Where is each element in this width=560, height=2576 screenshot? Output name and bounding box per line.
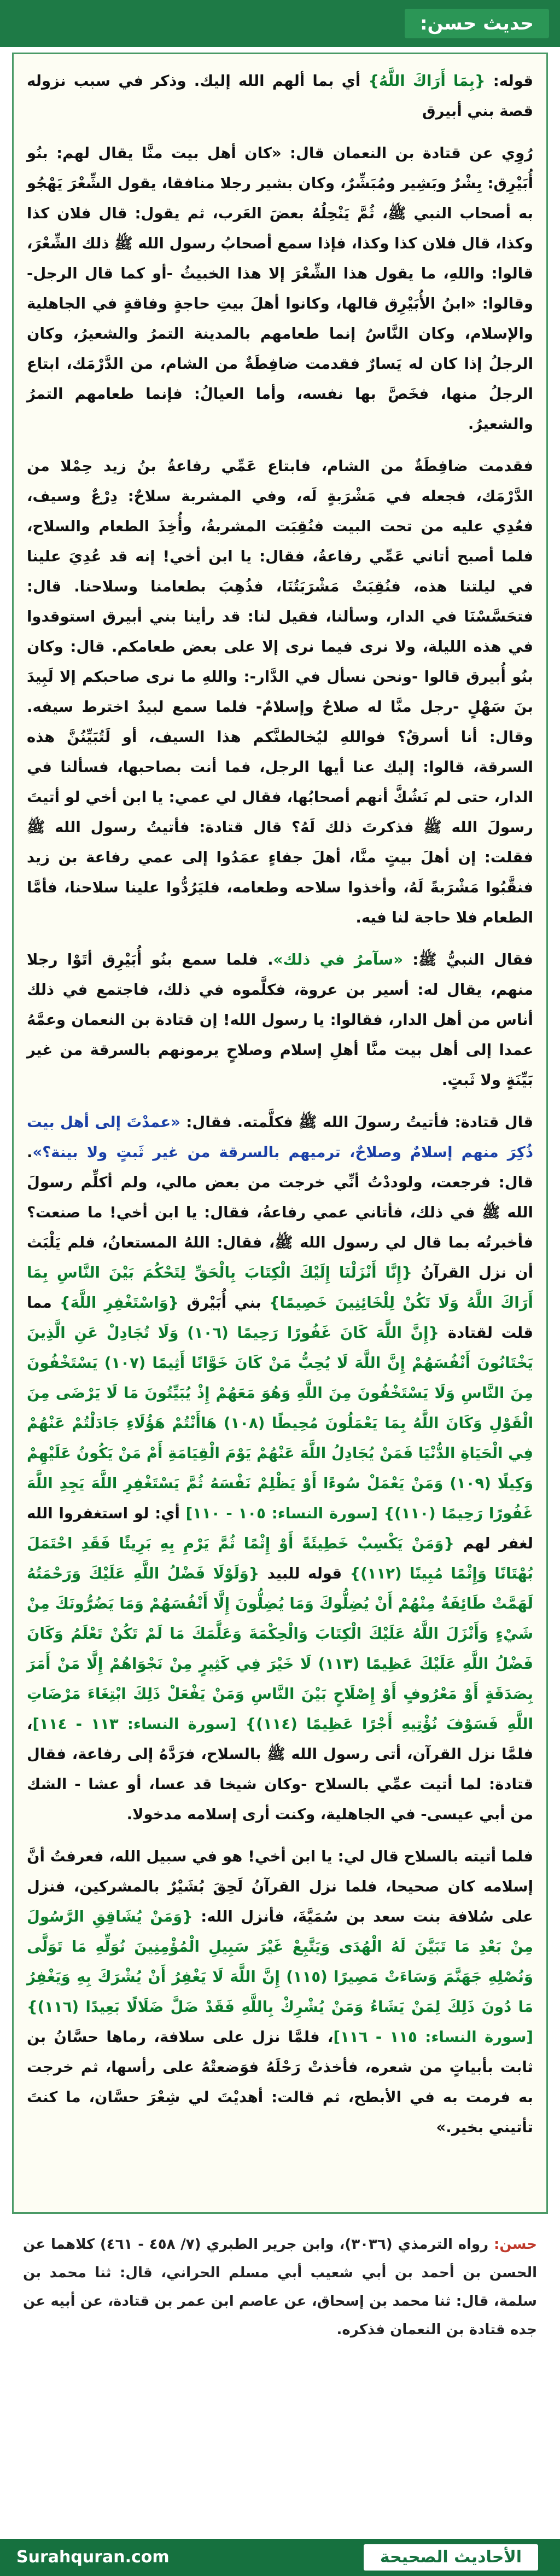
prophet-quote: «سآمرُ في ذلك»: [273, 951, 404, 968]
quran-verse: {وَمَنْ يُشَاقِقِ الرَّسُولَ مِنْ بَعْدِ مَا تَبَيَّنَ لَهُ الْهُدَى وَيَتَّبِعْ غَيْرَ سَبِيلِ الْمُؤْمِنِينَ نُوَلِّهِ مَا تَوَلَّى وَنُصْلِهِ جَهَنَّمَ وَسَاءَتْ مَصِيرًا (١١٥) إِنَّ اللَّهَ لَا يَغْفِرُ أَنْ يُشْرَكَ بِهِ وَيَغْفِرُ مَا دُونَ ذَلِكَ لِمَنْ يَشَاءُ وَمَنْ يُشْرِكْ بِاللَّهِ فَقَدْ ضَلَّ ضَلَالًا بَعِيدًا (١١٦)}: [27, 1908, 533, 2016]
narration-paragraph: [27, 945, 533, 1095]
quran-verse: {إِنَّا أَنْزَلْنَا إِلَيْكَ الْكِتَابَ بِالْحَقِّ لِتَحْكُمَ بَيْنَ النَّاسِ بِمَا أَرَاكَ اللَّهُ وَلَا تَكُنْ لِلْخَائِنِينَ خَصِيمًا}: [27, 1264, 533, 1312]
quran-verse: {بِمَا أَرَاكَ اللَّهُ}: [368, 72, 486, 90]
quran-verse: {وَمَنْ يَكْسِبْ خَطِيئَةً أَوْ إِثْمًا ثُمَّ يَرْمِ بِهِ بَرِيئًا فَقَدِ احْتَمَلَ بُهْتَانًا وَإِثْمًا مُبِينًا (١١٢)}: [27, 1535, 533, 1582]
text-span: فلما أتيته بالسلاح قال لي: يا ابن أخي! هو في سبيل الله، فعرفتُ أنَّ إسلامه كان صحيحا، فلما نزل القرآنُ لَحِقَ بُشَيْرٌ بالمشركين، فنزل على سُلافة بنت سعد بن سُمَيَّةَ، فأنزل الله:: [27, 1848, 534, 1925]
text-span: قوله:: [485, 72, 533, 90]
quran-verse: {وَلَوْلَا فَضْلُ اللَّهِ عَلَيْكَ وَرَحْمَتُهُ لَهَمَّتْ طَائِفَةٌ مِنْهُمْ أَنْ يُضِلُّوكَ وَمَا يُضِلُّونَ إِلَّا أَنْفُسَهُمْ وَمَا يَضُرُّونَكَ مِنْ شَيْءٍ وَأَنْزَلَ اللَّهُ عَلَيْكَ الْكِتَابَ وَالْحِكْمَةَ وَعَلَّمَكَ مَا لَمْ تَكُنْ تَعْلَمُ وَكَانَ فَضْلُ اللَّهِ عَلَيْكَ عَظِيمًا (١١٣) لَا خَيْرَ فِي كَثِيرٍ مِنْ نَجْوَاهُمْ إِلَّا مَنْ أَمَرَ بِصَدَقَةٍ أَوْ مَعْرُوفٍ أَوْ إِصْلَاحٍ بَيْنَ النَّاسِ وَمَنْ يَفْعَلْ ذَلِكَ ابْتِغَاءَ مَرْضَاتِ اللَّهِ فَسَوْفَ نُؤْتِيهِ أَجْرًا عَظِيمًا (١١٤)}: [27, 1565, 534, 1733]
source-citation: رواه الترمذي (٣٠٣٦)، وابن جرير الطبري (٧/ ٤٥٨ - ٤٦١) كلاهما عن الحسن بن أحمد بن أبي شعيب أبي مسلم الحراني، قال: ثنا محمد بن سلمة، قال: ثنا محمد بن إسحاق، عن عاصم ابن عمر بن قتادة، عن أبيه عن جده قتادة بن النعمان فذكره.: [23, 2236, 537, 2338]
site-link[interactable]: Surahquran.com: [16, 2548, 170, 2567]
section-badge: حديث حسن:: [405, 9, 549, 38]
text-span: ، فلمَّا نزل القرآن، أتى رسول الله ﷺ بالسلاح، فرَدَّهُ إلى رفاعة، فقال قتادة: لما أتيت عمِّي بالسلاح -وكان شيخا قد عسا، أو عشا - الشك من أبي عيسى- في الجاهلية، وكنت أرى إسلامه مدخولا.: [27, 1715, 533, 1823]
footer-bar: [0, 2539, 560, 2576]
intro-paragraph: [27, 66, 533, 126]
text-span: قال قتادة: فأتيتُ رسولَ الله ﷺ فكلَّمته. فقال:: [180, 1113, 533, 1131]
text-span: أي: لو استغفروا الله لغفر لهم: [27, 1505, 533, 1552]
surah-reference: [سورة النساء: ١١٥ - ١١٦]: [333, 2028, 533, 2046]
surah-reference: [سورة النساء: ١١٣ - ١١٤]: [32, 1715, 246, 1733]
narration-paragraph: [27, 1107, 533, 1830]
prophet-quote: «عمدْتَ إلى أهل بيت ذُكِرَ منهم إسلامٌ وصلاحٌ، ترميهم بالسرقة من غير ثَبتٍ ولا بينة؟»: [27, 1113, 533, 1161]
source-section: [12, 2223, 548, 2529]
hadith-box: [12, 53, 548, 2214]
text-span: . فلما سمع بنُو أُبَيْرِق أتَوْا رجلا منهم، يقال له: أسير بن عروة، فكلَّموه في ذلك، فاجتمع في ذلك أناس من أهل الدار، فقالوا: يا رسول الله! إن قتادة بن النعمان وعمَّهُ عمدا إلى أهل بيت منَّا أهلِ إسلام وصلاحٍ يرمونهم بالسرقة من غير بَيِّنَةٍ ولا ثَبتٍ.: [27, 951, 533, 1089]
grade-label: حسن:: [493, 2236, 537, 2253]
narration-paragraph: [27, 1842, 533, 2143]
quran-verse: {إِنَّ اللَّهَ كَانَ غَفُورًا رَحِيمًا (١٠٦) وَلَا تُجَادِلْ عَنِ الَّذِينَ يَخْتَانُونَ أَنْفُسَهُمْ إِنَّ اللَّهَ لَا يُحِبُّ مَنْ كَانَ خَوَّانًا أَثِيمًا (١٠٧) يَسْتَخْفُونَ مِنَ النَّاسِ وَلَا يَسْتَخْفُونَ مِنَ اللَّهِ وَهُوَ مَعَهُمْ إِذْ يُبَيِّتُونَ مَا لَا يَرْضَى مِنَ الْقَوْلِ وَكَانَ اللَّهُ بِمَا يَعْمَلُونَ مُحِيطًا (١٠٨) هَاأَنْتُمْ هَؤُلَاءِ جَادَلْتُمْ عَنْهُمْ فِي الْحَيَاةِ الدُّنْيَا فَمَنْ يُجَادِلُ اللَّهَ عَنْهُمْ يَوْمَ الْقِيَامَةِ أَمْ مَنْ يَكُونُ عَلَيْهِمْ وَكِيلًا (١٠٩) وَمَنْ يَعْمَلْ سُوءًا أَوْ يَظْلِمْ نَفْسَهُ ثُمَّ يَسْتَغْفِرِ اللَّهَ يَجِدِ اللَّهَ غَفُورًا رَحِيمًا (١١٠)}: [27, 1324, 534, 1522]
text-span: قوله للبيد: [259, 1565, 350, 1582]
text-span: بني أُبَيْرق: [179, 1294, 269, 1312]
text-span: . قال: فرجعت، ولوددْتُ أنِّي خرجت من بعض مالي، ولم أكلِّم رسولَ الله ﷺ في ذلك، فأتاني عمي رفاعةُ، فقال: يا ابن أخي! ما صنعت؟ فأخبرتُه بما قال لي رسول الله ﷺ، فقال: اللهُ المستعانُ، فلم يَلْبَث أن نزل القرآنُ: [27, 1144, 533, 1281]
text-span: فقال النبيُّ ﷺ:: [403, 951, 533, 968]
quran-verse: {وَاسْتَغْفِرِ اللَّهَ}: [60, 1294, 179, 1312]
text-span: ، فلمَّا نزل على سلافة، رماها حسَّانُ بن ثابت بأبياتٍ من شعره، فأخذتْ رَحْلَهُ فوَضعتْهُ على رأسها، ثم خرجت به فرمت به في الأبطح، ثم قالت: أهديْتَ لي شِعْرَ حسَّان، ما كنتَ تأتيني بخير.»: [27, 2028, 533, 2136]
source-text: [23, 2230, 537, 2344]
surah-reference: [سورة النساء: ١٠٥ - ١١٠]: [185, 1505, 384, 1522]
text-span: مما قلت لقتادة: [27, 1294, 533, 1342]
text-span: أي بما ألهم الله إليك. وذكر في سبب نزوله قصة بني أبيرق: [27, 72, 533, 120]
narration-paragraph: فقدمت ضافِطَةٌ من الشام، فابتاع عَمِّي رفاعةُ بنُ زيد حِمْلا من الدَّرْمَك، فجعله في مَشْرَبةٍ لَه، وفي المشربة سلاحٌ: دِرْعٌ وسيف، فعُدِي عليه من تحت البيت فنُقِبَت المشربةُ، وأُخِذَ الطعام والسلاح، فلما أصبح أتاني عَمِّي رفاعةُ، فقال: يا ابن أخي! إنه قد عُدِيَ علينا في ليلتنا هذه، فنُقِبَتْ مَشْرَبَتُنَا، فذُهِبَ بطعامنا وسلاحنا. قال: فتحَسَّسْنَا في الدار، وسألنا، فقيل لنا: قد رأينا بني أبيرق استوقدوا في هذه الليلة، ولا نرى فيما نرى إلا على بعض طعامكم. قال: وكان بنُو أُبيرق قالوا -ونحن نسأل في الدَّار-: واللهِ ما نرى صاحبكم إلا لَبِيدَ بنَ سَهْلٍ -رجل منَّا له صلاحٌ وإسلامٌ- فلما سمع لبيدٌ اخترط سيفه. وقال: أنا أسرقُ؟ فواللهِ ليُخالطنَّكم هذا السيف، أو لَتُبَيِّنُنَّ هذه السرقة، قالوا: إليك عنا أيها الرجل، فما أنت بصاحبها، فسألنا في الدار، حتى لم نَشُكَّ أنهم أصحابُها، فقال لي عمي: يا ابن أخي لو أتيتَ رسولَ الله ﷺ فذكرتَ ذلك لَهُ؟ قال قتادة: فأتيتُ رسول الله ﷺ فقلت: إن أهلَ بيتٍ منَّا، أهلَ جفاءٍ عمَدُوا إلى عمي رفاعة بن زيد فنقَّبُوا مَشْرَبةً لَهُ، وأخذوا سلاحه وطعامه، فليَرُدُّوا علينا سلاحنا، فأمَّا الطعام فلا حاجة لنا فيه.: [27, 457, 533, 926]
narration-paragraph: رُوِي عن قتادة بن النعمان قال: «كان أهل بيت منَّا يقال لهم: بنُو أُبَيْرِق: بِشْرٌ وبَشِير ومُبَشِّرٌ، وكان بشير رجلا منافقا، يقول الشِّعْرَ يَهْجُو به أصحاب النبي ﷺ، ثُمَّ يَنْحِلُهُ بعضَ العَرب، ثم يقول: قال فلان كذا وكذا، قال فلان كذا وكذا، فإذا سمع أصحابُ رسول الله ﷺ ذلك الشِّعْرَ، قالوا: واللهِ، ما يقول هذا الشِّعْرَ إلا هذا الخبيثُ -أو كما قال الرجل- وقالوا: «ابنُ الأُبَيْرِق قالها، وكانوا أهلَ بيتِ حاجةٍ وفاقةٍ في الجاهلية والإسلام، وكان النَّاسُ إنما طعامهم بالمدينة التمرُ والشعيرُ، وكان الرجلُ إذا كان له يَسارٌ فقدمت ضافِطَةٌ من الشام، من الدَّرْمَك، ابتاع الرجلُ منها، فخَصَّ بها نفسه، وأما العيالُ: فإنما طعامهم التمرُ والشعيرُ.: [27, 144, 533, 433]
footer-title: الأحاديث الصحيحة: [364, 2544, 538, 2571]
header-band: [0, 0, 560, 47]
